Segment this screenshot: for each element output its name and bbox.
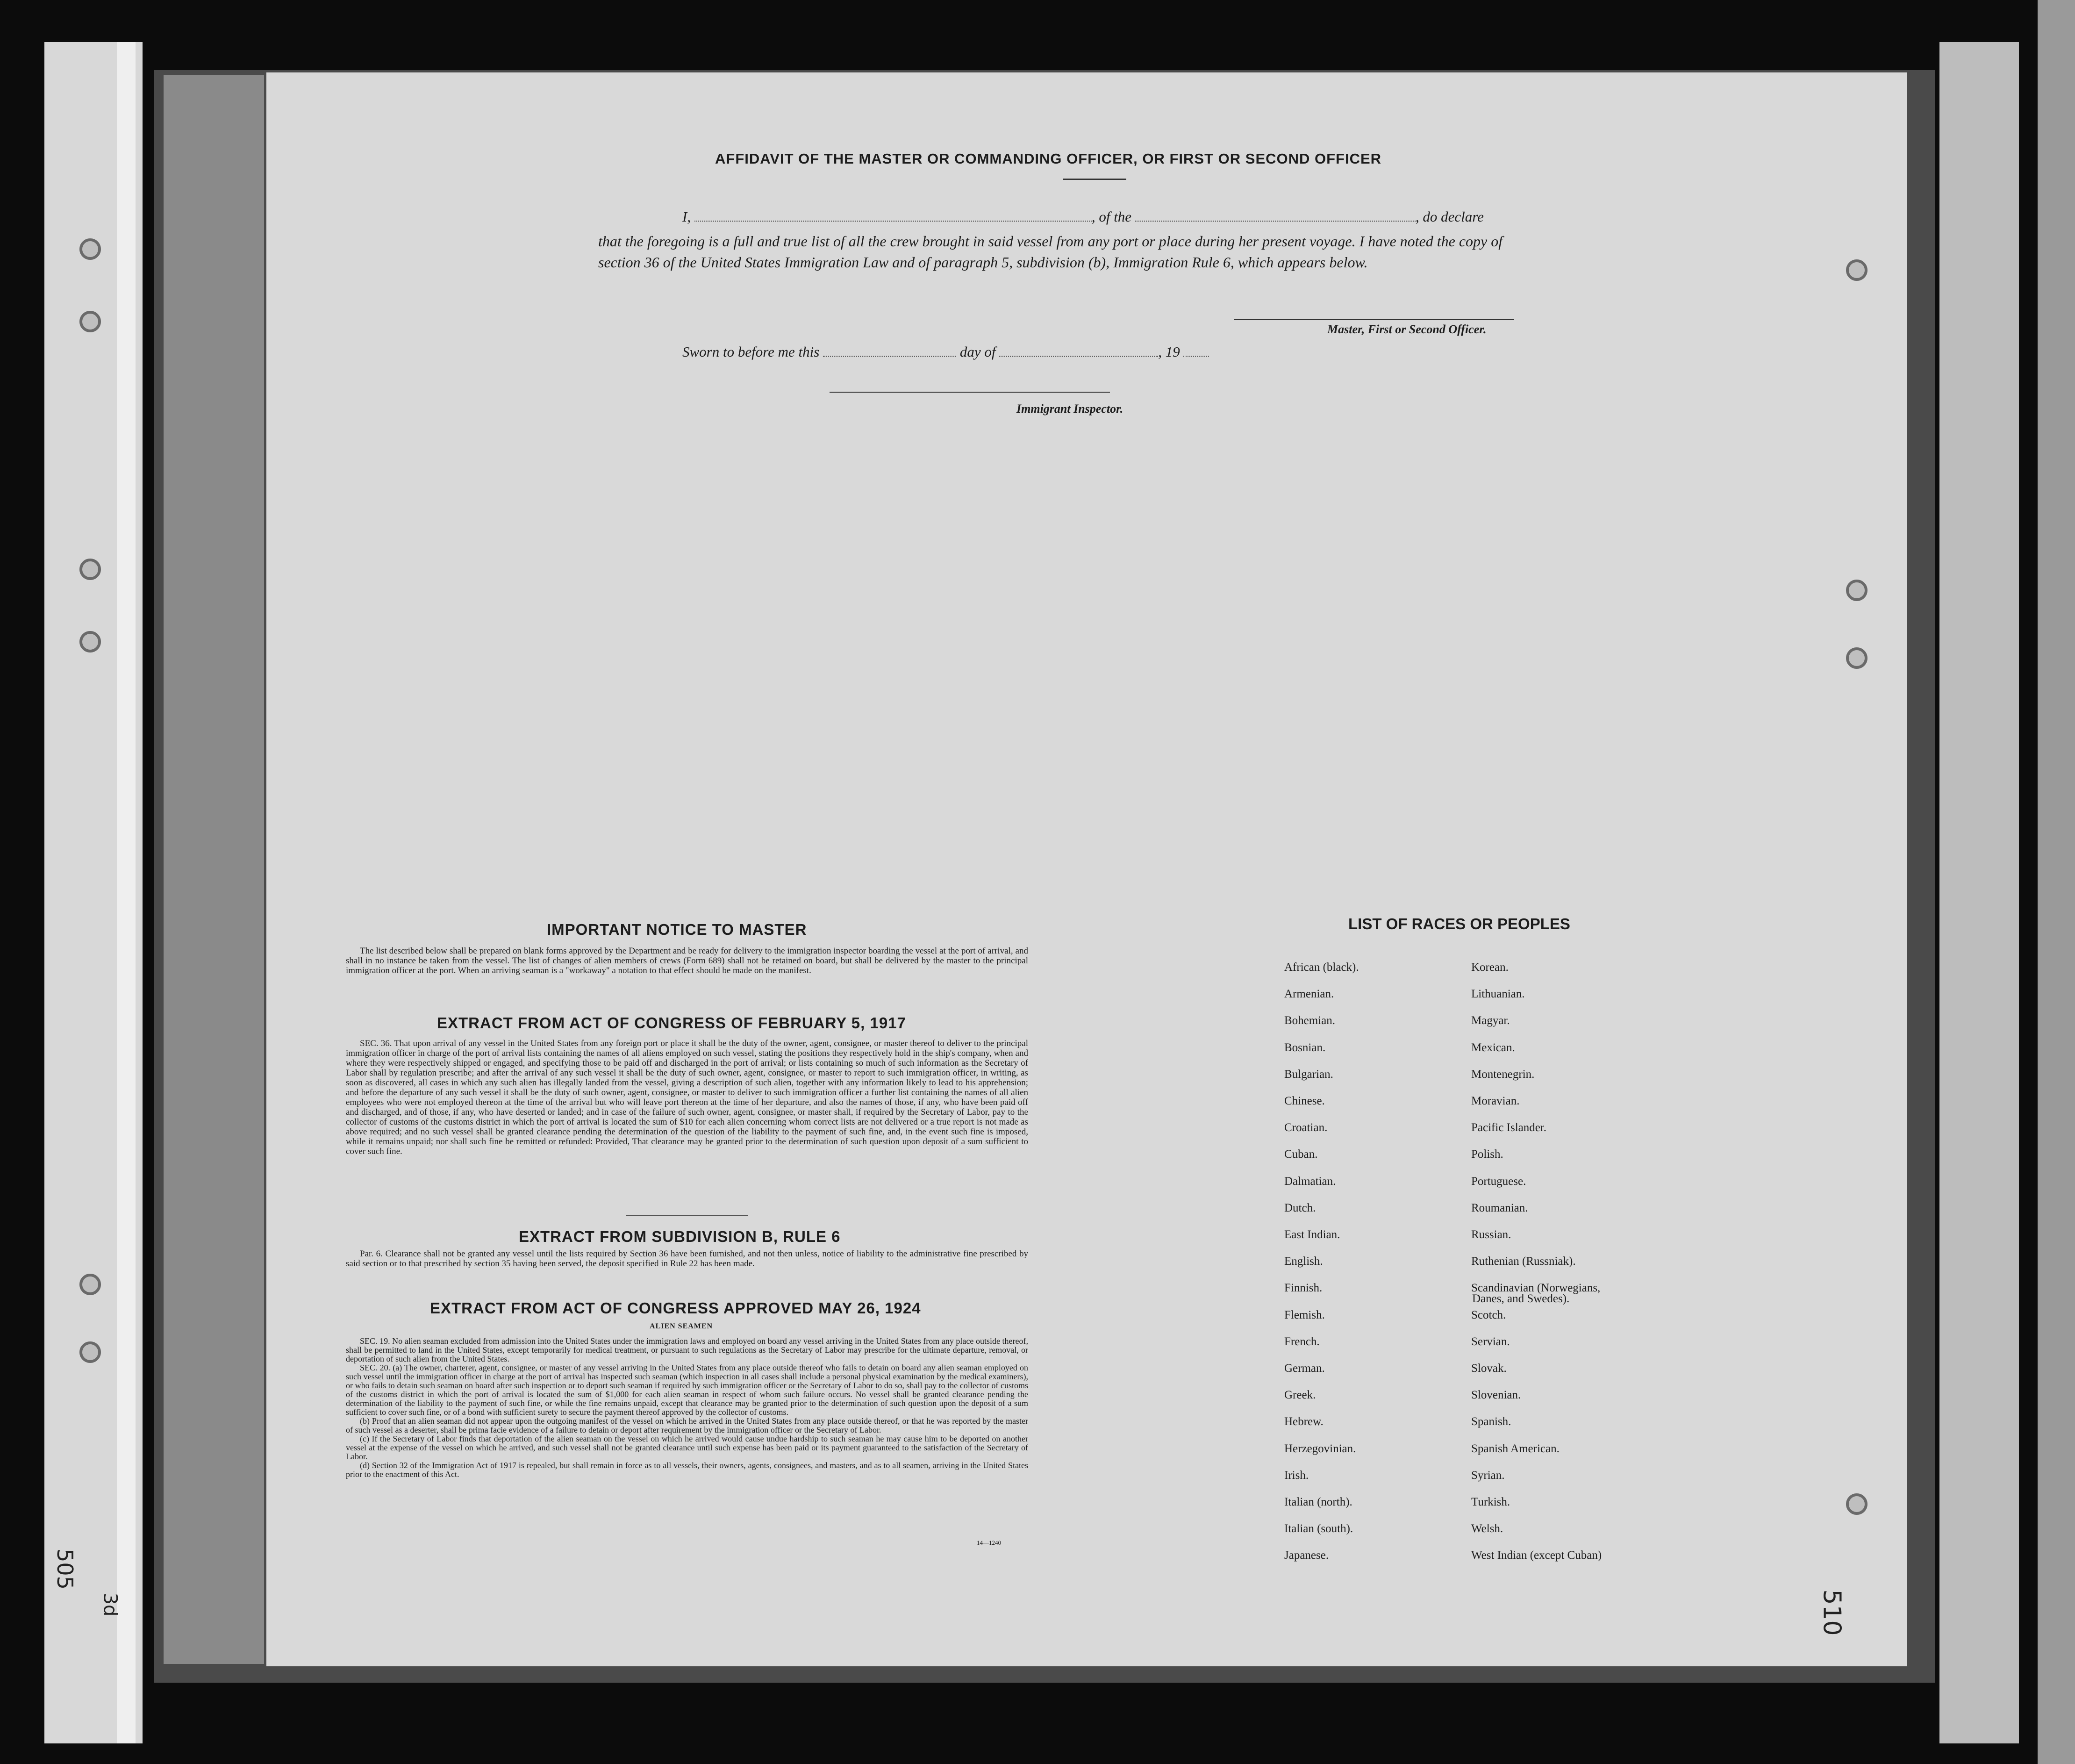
punch-hole xyxy=(79,559,101,580)
affidavit-first-line xyxy=(682,208,1538,225)
sheet-edge xyxy=(164,75,264,1664)
binder-strip-right xyxy=(1939,42,2019,1743)
section-divider xyxy=(626,1215,748,1216)
race-item: Dutch. xyxy=(1284,1201,1316,1214)
day-of-label: day of xyxy=(959,344,996,360)
punch-hole xyxy=(1846,259,1868,281)
do-declare-label: , do declare xyxy=(1415,208,1484,225)
race-item: Polish. xyxy=(1471,1148,1503,1161)
title-underline xyxy=(1063,179,1126,180)
sec-20d-paragraph: (d) Section 32 of the Immigration Act of 1917 is repealed, but shall remain in force as to all vessels, their owners, agents, consignees, and masters, and as to all seamen, arriving in the United States prior to the enactment of this Act. xyxy=(346,1461,1028,1479)
race-item: Spanish. xyxy=(1471,1415,1511,1428)
race-item: Finnish. xyxy=(1284,1282,1323,1295)
handwritten-page-number: 510 xyxy=(1817,1589,1846,1636)
race-item: Flemish. xyxy=(1284,1308,1325,1321)
race-item: Slovenian. xyxy=(1471,1389,1521,1402)
race-item: Cuban. xyxy=(1284,1148,1318,1161)
form-number: 14—1240 xyxy=(977,1539,1001,1546)
race-item: Italian (north). xyxy=(1284,1496,1352,1508)
race-item: Turkish. xyxy=(1471,1496,1510,1508)
sworn-year-blank[interactable] xyxy=(1183,347,1209,357)
inspector-signature-line[interactable] xyxy=(830,392,1110,393)
punch-hole xyxy=(79,1274,101,1295)
race-item: Japanese. xyxy=(1284,1549,1329,1562)
race-item: Irish. xyxy=(1284,1469,1309,1482)
punch-hole xyxy=(1846,1493,1868,1515)
race-item: Greek. xyxy=(1284,1389,1316,1402)
sec-19-paragraph: SEC. 19. No alien seaman excluded from admission into the United States under the immigration laws and employed on board any vessel arriving in the United States from any place outside thereof, shall be permitted to land in the United States, except temporarily for medical treatment, or pursuant to such regulations as the Secretary of Labor may prescribe for the ultimate departure, removal, or deportation of such alien from the United States. xyxy=(346,1336,1028,1363)
race-item: Armenian. xyxy=(1284,988,1334,1001)
race-item: Portuguese. xyxy=(1471,1175,1526,1188)
sec-20b-paragraph: (b) Proof that an alien seaman did not appear upon the outgoing manifest of the vessel on which he arrived in the United States from any place outside thereof, or that he was reported by the master of such vessel as a deserter, shall be prima facie evidence of a failure to detain or deport after requirement by the immigration officer or the Secretary of Labor. xyxy=(346,1416,1028,1434)
sec-20a-paragraph: SEC. 20. (a) The owner, charterer, agent, consignee, or master of any vessel arriving in the United States from any place outside thereof who fails to detain on board any alien seaman employed on such vessel until the immigration officer in charge at the port of arrival has inspected such seaman (which inspection in all cases shall include a personal physical examination by the medical examiners), or who fails to detain such seaman on board after such inspection or to deport such seaman if required by such immigration officer or the Secretary of Labor to do so, shall pay to the collector of customs of the customs district in which the port of arrival is located the sum of $1,000 for each alien seaman in respect of whom such failure occurs. No vessel shall be granted clearance pending the determination of the liability to the payment of such fine, or while the fine remains unpaid, except that clearance may be granted prior to the determination of such question upon the deposit of a sum sufficient to cover such fine, or of a bond with sufficient surety to secure the payment thereof approved by the collector of customs. xyxy=(346,1363,1028,1417)
punch-hole xyxy=(79,311,101,332)
sworn-line xyxy=(682,344,1209,360)
notice-text xyxy=(346,946,1028,975)
sworn-month-blank[interactable] xyxy=(999,347,1158,357)
vessel-blank[interactable] xyxy=(1135,212,1416,222)
race-item: African (black). xyxy=(1284,961,1359,974)
extract-1924-text xyxy=(346,1337,1028,1479)
race-item: Bosnian. xyxy=(1284,1041,1326,1054)
handwritten-margin-note: 3d xyxy=(99,1592,121,1617)
race-item: Spanish American. xyxy=(1471,1442,1560,1455)
race-item: Scandinavian (Norwegians, xyxy=(1471,1282,1601,1295)
binder-strip-left-inner xyxy=(117,42,136,1743)
extract-1917-paragraph: SEC. 36. That upon arrival of any vessel in the United States from any foreign port or place it shall be the duty of the owner, agent, consignee, or master thereof to deliver to the principal immigration officer in charge of the port of arrival lists containing the names of all aliens employed on such vessel, stating the positions they respectively hold in the ship's company, when and where they were respectively shipped or engaged, and specifying those to be paid off and discharged in the port of arrival; or lists containing so much of such information as the Secretary of Labor shall by regulation prescribe; and after the arrival of any such vessel it shall be the duty of such owner, agent, consignee, or master to report to such immigration officer, in writing, as soon as discovered, all cases in which any such alien has illegally landed from the vessel, giving a description of such alien, together with any information likely to lead to his apprehension; and before the departure of any such vessel it shall be the duty of such owner, agent, consignee, or master to deliver to such immigration officer a further list containing the names of all alien employees who were not employed thereon at the time of the arrival but who will leave port thereon at the time of her departure, and also the names of those, if any, who have been paid off and discharged, and of those, if any, who have deserted or landed; and in case of the failure of such owner, agent, consignee, or master shall, if required by the Secretary of Labor, pay to the collector of customs of the customs district in which the port of arrival is located the sum of $10 for each alien concerning whom correct lists are not delivered or a true report is not made as above required; and no such vessel shall be granted clearance pending the determination of the question of the liability to the payment of such fine, and, in the event such fine is imposed, while it remains unpaid; nor shall such fine be remitted or refunded: Provided, That clearance may be granted prior to the determination of such question upon deposit of a sum sufficient to cover such fine. xyxy=(346,1039,1028,1156)
notice-paragraph: The list described below shall be prepared on blank forms approved by the Department and be ready for delivery to the immigration inspector boarding the vessel at the port of arrival, and shall in no instance be taken from the vessel. The list of changes of alien members of crews (Form 689) shall not be retained on board, but shall be delivered by the master to the principal immigration officer at the port. When an arriving seaman is a "workaway" a notation to that effect should be made on the manifest. xyxy=(346,946,1028,975)
sworn-day-blank[interactable] xyxy=(823,347,956,357)
punch-hole xyxy=(79,631,101,653)
i-label: I, xyxy=(682,208,691,225)
race-item: Lithuanian. xyxy=(1471,988,1525,1001)
race-item: Russian. xyxy=(1471,1228,1511,1241)
binder-strip-right-outer xyxy=(2038,0,2075,1764)
subdivision-text xyxy=(346,1249,1028,1269)
race-item: Magyar. xyxy=(1471,1014,1510,1027)
of-the-label: , of the xyxy=(1091,208,1132,225)
race-item: Hebrew. xyxy=(1284,1415,1324,1428)
race-item: Roumanian. xyxy=(1471,1201,1528,1214)
extract-1924-title: EXTRACT FROM ACT OF CONGRESS APPROVED MAY 26, 1924 xyxy=(430,1299,921,1317)
race-item: Bohemian. xyxy=(1284,1014,1336,1027)
race-item: Servian. xyxy=(1471,1335,1510,1348)
punch-hole xyxy=(79,238,101,260)
sworn-label: Sworn to before me this xyxy=(682,344,820,360)
race-item: Bulgarian. xyxy=(1284,1068,1333,1081)
sec-20c-paragraph: (c) If the Secretary of Labor finds that deportation of the alien seaman on the vessel on which he arrived would cause undue hardship to such seaman he may cause him to be deported on another vessel at the expense of the vessel on which he arrived, and such vessel shall not be granted clearance until such expense has been paid or its payment guaranteed to the satisfaction of the Secretary of Labor. xyxy=(346,1434,1028,1461)
subdivision-title: EXTRACT FROM SUBDIVISION B, RULE 6 xyxy=(519,1228,841,1245)
race-item: Ruthenian (Russniak). xyxy=(1471,1255,1576,1268)
race-item: English. xyxy=(1284,1255,1323,1268)
handwritten-margin-number: 505 xyxy=(52,1549,78,1590)
master-signature-caption: Master, First or Second Officer. xyxy=(1327,323,1487,336)
race-item: Montenegrin. xyxy=(1471,1068,1535,1081)
extract-1917-text xyxy=(346,1039,1028,1156)
race-item: Korean. xyxy=(1471,961,1509,974)
race-item: Dalmatian. xyxy=(1284,1175,1336,1188)
races-title: LIST OF RACES OR PEOPLES xyxy=(1348,915,1570,932)
race-item: German. xyxy=(1284,1362,1325,1375)
race-item: Herzegovinian. xyxy=(1284,1442,1356,1455)
name-blank[interactable] xyxy=(694,212,1092,222)
declaration-text: that the foregoing is a full and true list of all the crew brought in said vessel from any port or place during her present voyage. I have noted the copy of section 36 of the United States Immigration Law and of paragraph 5, subdivision (b), Immigration Rule 6, which appears below. xyxy=(598,233,1503,271)
alien-seamen-subtitle: ALIEN SEAMEN xyxy=(650,1322,713,1330)
punch-hole xyxy=(1846,580,1868,601)
race-item: Italian (south). xyxy=(1284,1522,1353,1535)
race-item: West Indian (except Cuban) xyxy=(1471,1549,1602,1562)
inspector-signature-caption: Immigrant Inspector. xyxy=(1016,402,1123,416)
race-item: East Indian. xyxy=(1284,1228,1340,1241)
race-item: French. xyxy=(1284,1335,1320,1348)
race-item: Croatian. xyxy=(1284,1121,1328,1134)
master-signature-line[interactable] xyxy=(1234,319,1514,320)
notice-title: IMPORTANT NOTICE TO MASTER xyxy=(547,921,807,938)
extract-1917-title: EXTRACT FROM ACT OF CONGRESS OF FEBRUARY 5, 1917 xyxy=(437,1014,906,1032)
affidavit-title: AFFIDAVIT OF THE MASTER OR COMMANDING OFFICER, OR FIRST OR SECOND OFFICER xyxy=(715,151,1382,167)
race-item: Moravian. xyxy=(1471,1095,1520,1107)
race-item: Welsh. xyxy=(1471,1522,1503,1535)
year-label: , 19 xyxy=(1158,344,1180,360)
punch-hole xyxy=(1846,647,1868,669)
race-item: Slovak. xyxy=(1471,1362,1507,1375)
punch-hole xyxy=(79,1341,101,1363)
race-item: Syrian. xyxy=(1471,1469,1505,1482)
race-item: Mexican. xyxy=(1471,1041,1515,1054)
subdivision-paragraph: Par. 6. Clearance shall not be granted any vessel until the lists required by Section 36 have been furnished, and not then unless, notice of liability to the administrative fine prescribed by said section or to that prescribed by section 35 having been served, the deposit specified in Rule 22 has been made. xyxy=(346,1249,1028,1269)
race-item: Pacific Islander. xyxy=(1471,1121,1547,1134)
race-item: Chinese. xyxy=(1284,1095,1325,1107)
race-item-continuation: Danes, and Swedes). xyxy=(1472,1292,1570,1305)
race-item: Scotch. xyxy=(1471,1308,1506,1321)
